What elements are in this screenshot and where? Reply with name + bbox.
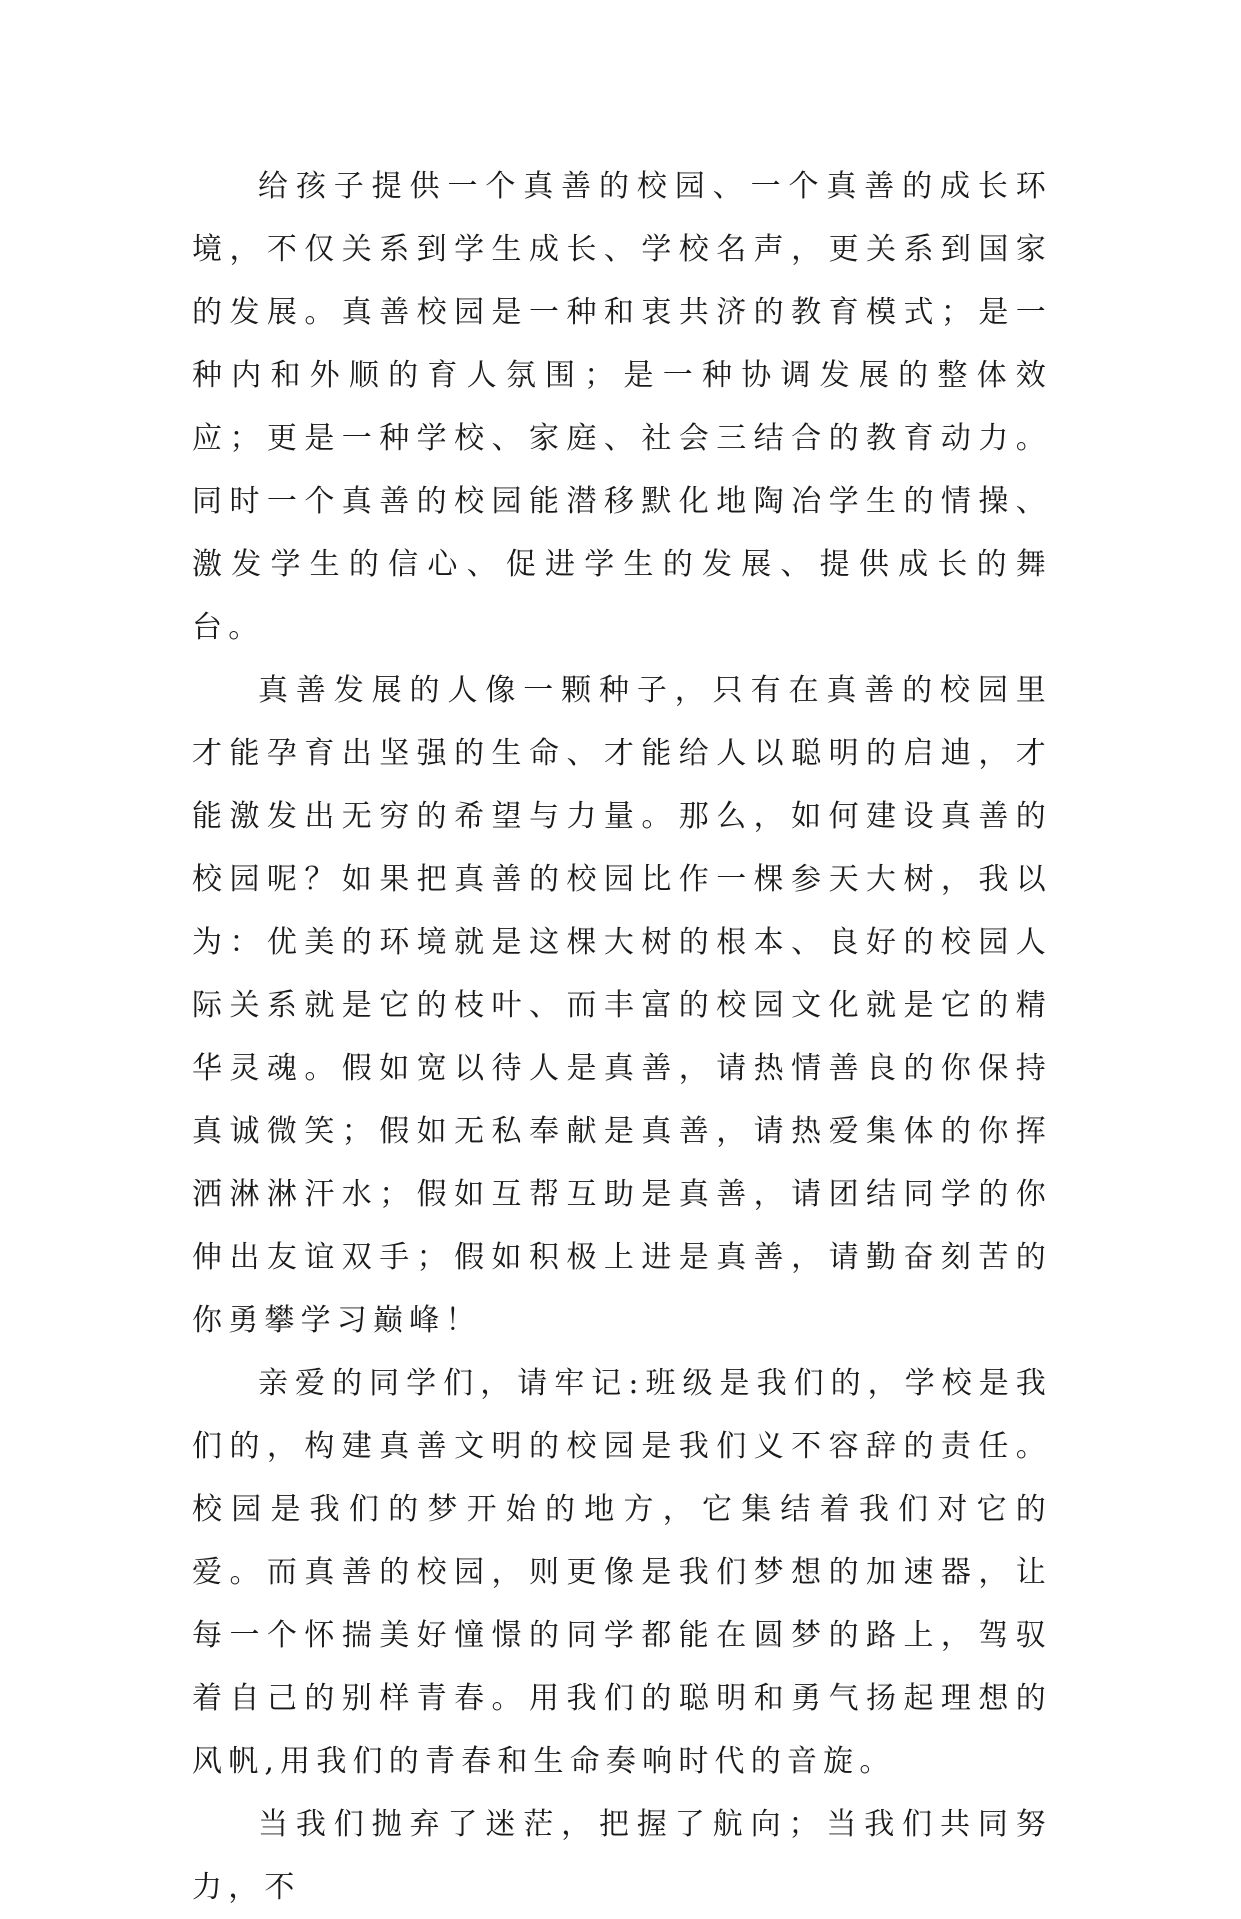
paragraph-2: 真善发展的人像一颗种子，只有在真善的校园里才能孕育出坚强的生命、才能给人以聪明的启迪，才能激发出无穷的希望与力量。那么，如何建设真善的校园呢？如果把真善的校园比作一棵参天大树，我以为：优美的环境就是这棵大树的根本、良好的校园人际关系就是它的枝叶、而丰富的校园文化就是它的精华灵魂。假如宽以待人是真善，请热情善良的你保持真诚微笑；假如无私奉献是真善，请热爱集体的你挥洒淋淋汗水；假如互帮互助是真善，请团结同学的你伸出友谊双手；假如积极上进是真善，请勤奋刻苦的你勇攀学习巅峰！: [192, 673, 1052, 1338]
paragraph-4: 当我们抛弃了迷茫，把握了航向；当我们共同努力，不: [192, 1807, 1052, 1905]
paragraph-3: 亲爱的同学们，请牢记:班级是我们的，学校是我们的，构建真善文明的校园是我们义不容辞的责任。校园是我们的梦开始的地方，它集结着我们对它的爱。而真善的校园，则更像是我们梦想的加速器，让每一个怀揣美好憧憬的同学都能在圆梦的路上，驾驭着自己的别样青春。用我们的聪明和勇气扬起理想的风帆,用我们的青春和生命奏响时代的音旋。: [192, 1366, 1052, 1779]
document-body: [192, 155, 1052, 1919]
paragraph-1: 给孩子提供一个真善的校园、一个真善的成长环境，不仅关系到学生成长、学校名声，更关系到国家的发展。真善校园是一种和衷共济的教育模式；是一种内和外顺的育人氛围；是一种协调发展的整体效应；更是一种学校、家庭、社会三结合的教育动力。同时一个真善的校园能潜移默化地陶冶学生的情操、激发学生的信心、促进学生的发展、提供成长的舞台。: [192, 169, 1052, 645]
